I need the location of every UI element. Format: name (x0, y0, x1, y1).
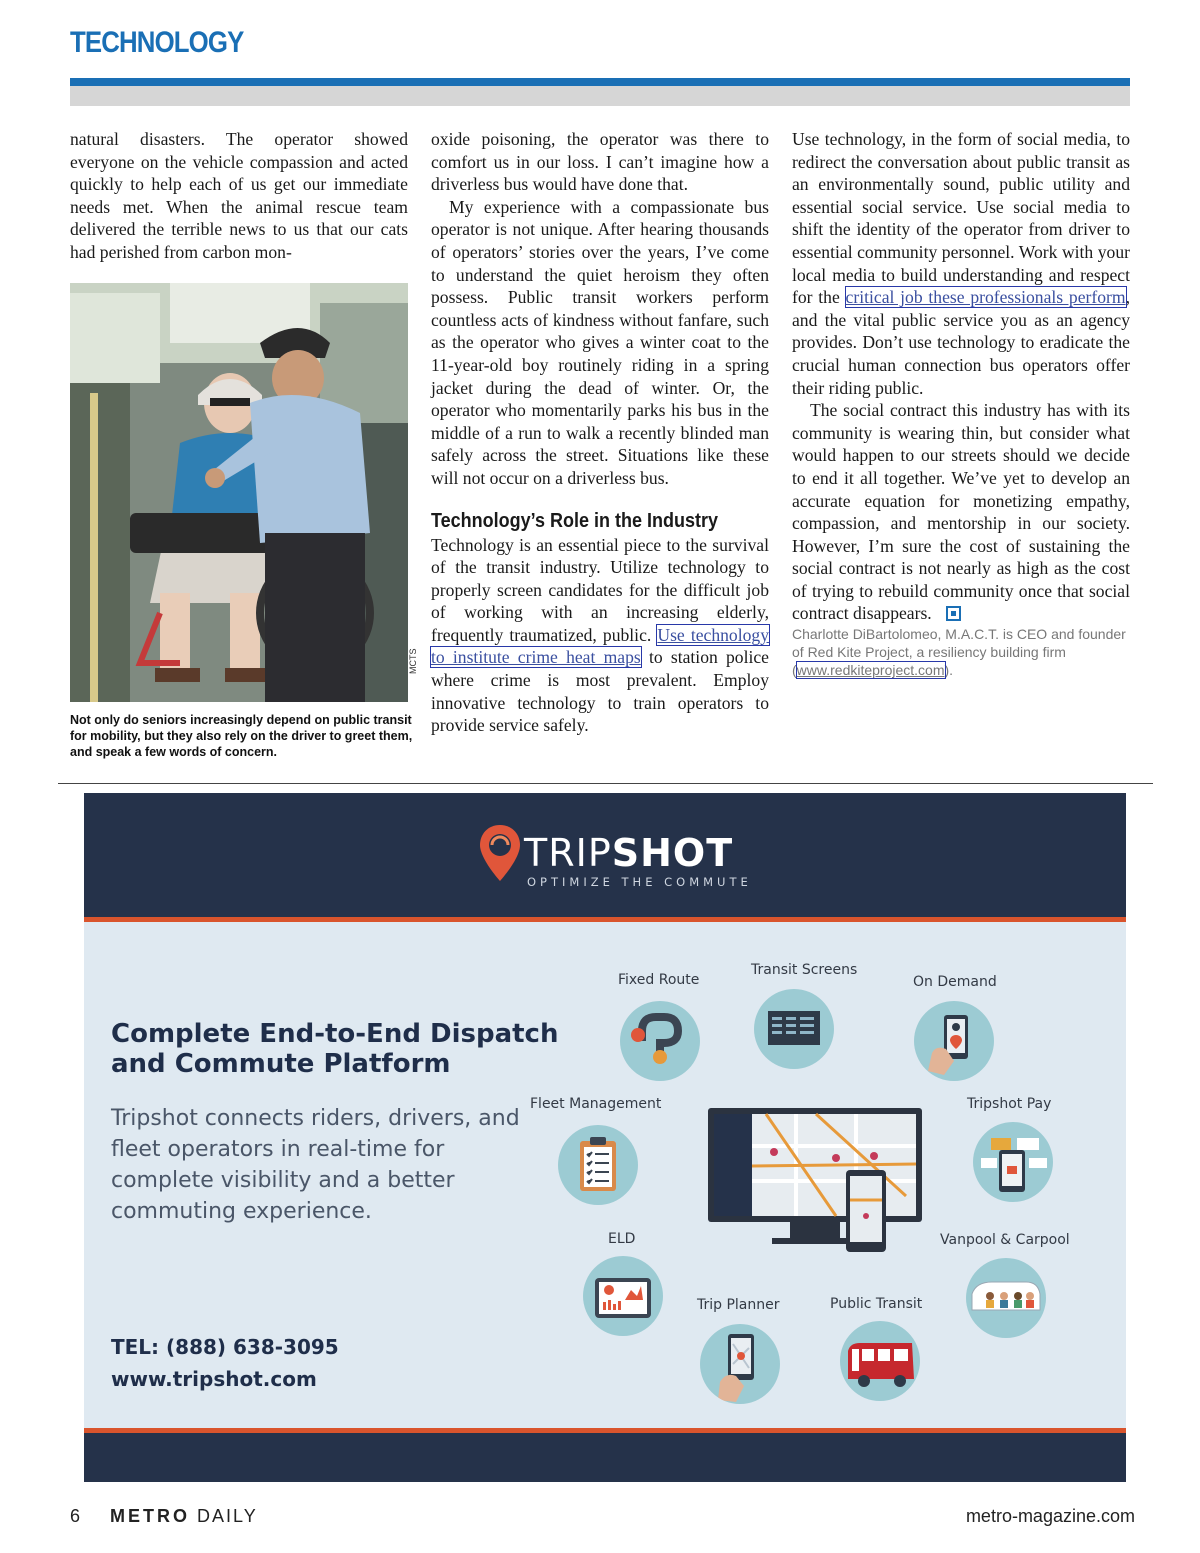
location-pin-icon (478, 823, 522, 883)
feature-vanpool-label: Vanpool & Carpool (940, 1232, 1070, 1248)
tripshot-pay-icon (973, 1122, 1053, 1202)
brand-light: TRIP (524, 831, 612, 875)
page-number: 6 (70, 1506, 81, 1526)
feature-eld-label: ELD (608, 1231, 636, 1247)
paragraph-text: Use technology, in the form of social media, to redirect the conversation about public transit as an environmentally sound, public utility and essential social service. Use social media to shift the identity of the operator from driver to essential community personnel. Work with your local media to build understanding and respect for the (792, 129, 1130, 308)
header-bar-grey (70, 86, 1130, 106)
fleet-management-icon (558, 1125, 638, 1205)
paragraph (792, 128, 1130, 399)
footer-website[interactable]: metro-magazine.com (965, 1506, 1135, 1526)
brand-bold: SHOT (611, 831, 734, 875)
public-transit-icon (840, 1321, 920, 1401)
eld-icon (583, 1256, 663, 1336)
ad-phone: TEL: (888) 638-3095 (111, 1335, 339, 1359)
on-demand-icon (914, 1001, 994, 1081)
magazine-name (110, 1506, 258, 1527)
feature-fleet-management-label: Fleet Management (530, 1096, 662, 1112)
horizontal-rule (58, 783, 1153, 784)
fixed-route-icon (620, 1001, 700, 1081)
feature-transit-screens-label: Transit Screens (751, 962, 858, 978)
trip-planner-icon (700, 1324, 780, 1404)
feature-public-transit-label: Public Transit (830, 1296, 923, 1312)
feature-on-demand-label: On Demand (913, 974, 997, 990)
photo-credit: MCTS (408, 648, 418, 674)
bio-text: ). (944, 662, 954, 679)
redkite-link[interactable]: www.redkiteproject.com (796, 662, 945, 679)
section-title: TECHNOLOGY (70, 26, 244, 59)
feature-tripshot-pay-label: Tripshot Pay (967, 1096, 1052, 1112)
paragraph-text: The social contract this industry has with its community is wearing thin, but consider what would happen to our streets should we decide to end it all together. We’ve yet to develop an accurate equation for monetizing empathy, compassion, and mentorship in our society. However, I’m sure the cost of sustaining the social contract is not nearly as high as the cost of trying to rebuild community once that social contract disappears. (792, 400, 1130, 624)
feature-fixed-route-label: Fixed Route (618, 972, 700, 988)
tripshot-logo (524, 831, 733, 875)
paragraph-text: Technology is an essential piece to the survival of the transit industry. Utilize technology to properly screen candidates for the difficult job of working with an increasing elderly, frequently traumatized, public. (431, 534, 769, 645)
bio-text: Charlotte DiBartolomeo, M.A.C.T. is CEO and founder of Red Kite Project, a resiliency building firm ( (792, 626, 1126, 679)
critical-job-link[interactable]: critical job these professionals perform (845, 287, 1126, 308)
paragraph (792, 399, 1130, 625)
ad-body: Tripshot connects riders, drivers, and fleet operators in real-time for complete visibility and a better commuting experience. (111, 1106, 520, 1224)
paragraph: natural disasters. The operator showed everyone on the vehicle compassion and acted quickly to help each of us get our immediate needs met. When the animal rescue team delivered the terrible news to us that our cats had perished from carbon mon- (70, 129, 408, 262)
vanpool-icon (966, 1258, 1046, 1338)
subheading: Technology’s Role in the Industry (431, 509, 719, 532)
ad-website[interactable]: www.tripshot.com (111, 1367, 317, 1391)
article-photo (70, 283, 408, 702)
article-column-2 (431, 128, 769, 737)
bus-interior-illustration (70, 283, 408, 702)
photo-caption: Not only do seniors increasingly depend on public transit for mobility, but they also rely on the driver to greet them, and speak a few words of concern. (70, 713, 413, 759)
magazine-name-bold: METRO (110, 1506, 190, 1526)
ad-headline: Complete End-to-End Dispatch and Commute Platform (111, 1019, 559, 1079)
magazine-name-light: DAILY (197, 1506, 258, 1526)
paragraph: My experience with a compassionate bus operator is not unique. After hearing thousands of operators’ stories over the years, I’ve come to understand the quiet heroism they often possess. Public transit workers perform countless acts of kindness without fanfare, such as the operator who gives a winter coat to the 11-year-old boy routinely riding in a spring jacket during the dead of winter. Or, the operator who momentarily parks his bus in the middle of a run to walk a recently blinded man safely across the street. Situations like these will not occur on a driverless bus. (431, 196, 769, 488)
ad-footer-band (84, 1433, 1126, 1482)
paragraph-text: to station police where crime is most prevalent. Employ innovative technology to train operators to provide service safely. (431, 647, 769, 736)
ad-tagline: OPTIMIZE THE COMMUTE (527, 875, 752, 889)
tripshot-advertisement[interactable] (84, 793, 1126, 1482)
article-column-3 (792, 128, 1130, 679)
author-bio (792, 625, 1130, 679)
paragraph: oxide poisoning, the operator was there to comfort us in our loss. I can’t imagine how a driverless bus would have done that. (431, 129, 769, 195)
paragraph-text: , and the vital public service you as an agency provides. Don’t use technology to eradicate the crucial human connection bus operators offer their riding public. (792, 287, 1130, 398)
paragraph (431, 534, 769, 737)
article-column-1 (70, 128, 408, 264)
transit-screens-icon (754, 989, 834, 1069)
end-mark-icon (946, 606, 961, 621)
crime-heat-maps-link[interactable]: Use technology to institute crime heat maps (431, 624, 769, 668)
feature-trip-planner-label: Trip Planner (697, 1297, 780, 1313)
ad-orange-stripe (84, 917, 1126, 922)
header-bar-blue (70, 78, 1130, 86)
dispatch-map-monitor-icon (706, 1106, 924, 1258)
